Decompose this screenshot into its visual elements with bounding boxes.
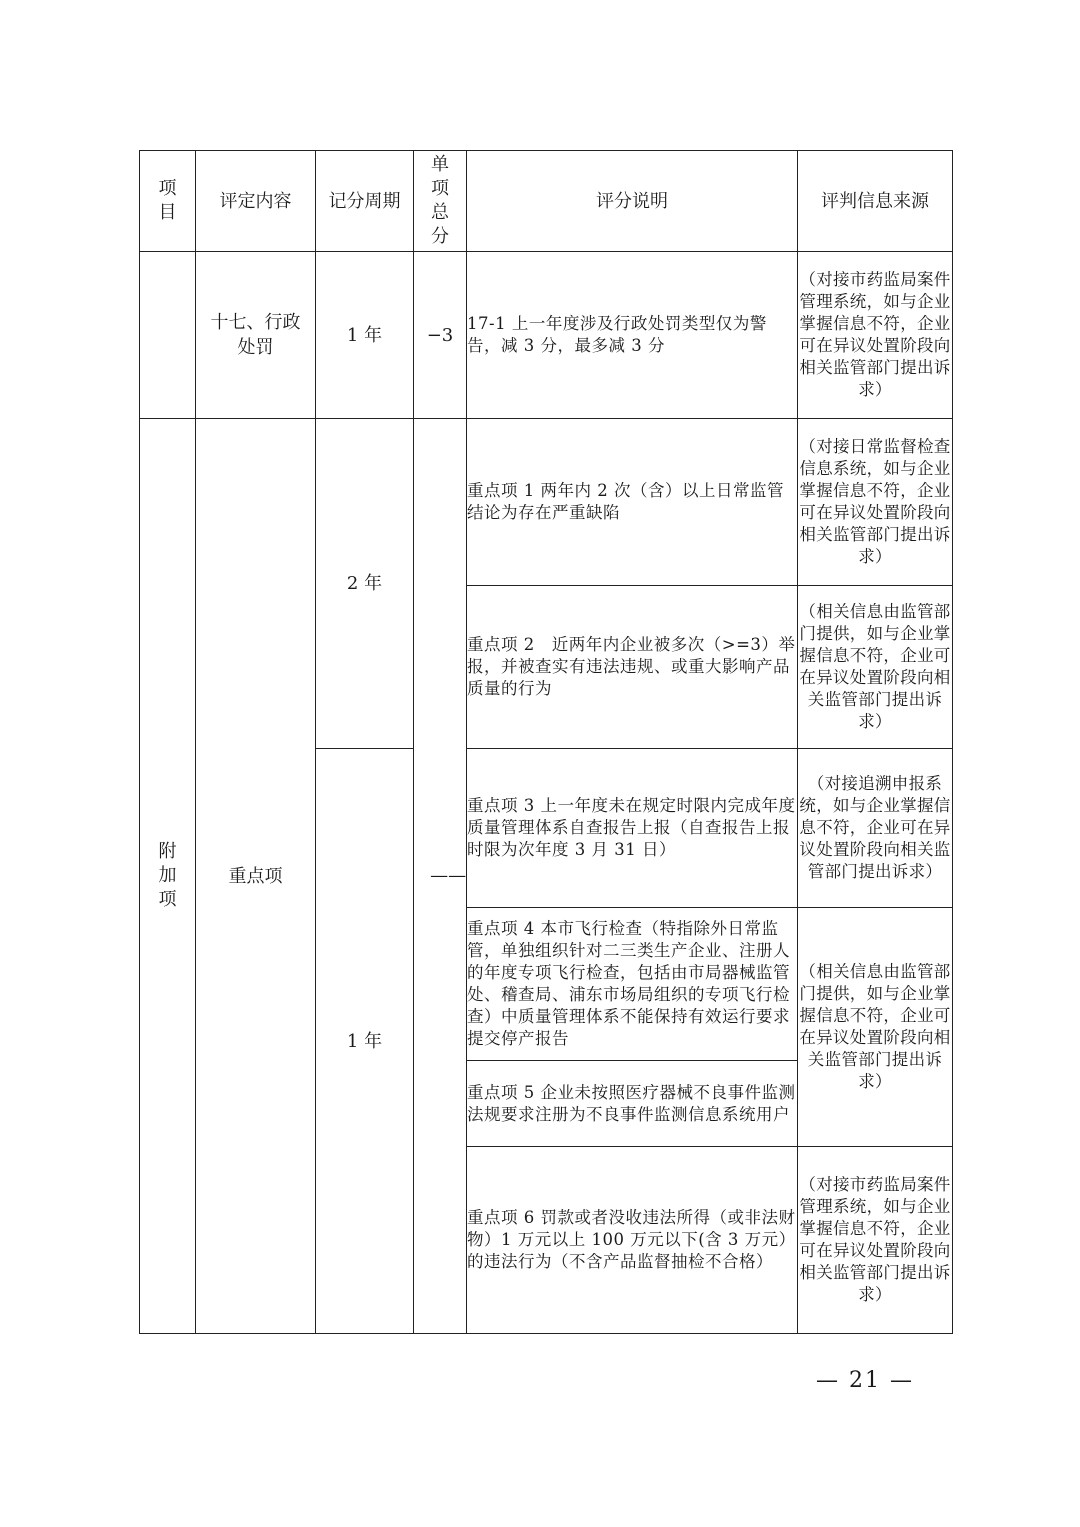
header-category: 项目 bbox=[140, 151, 196, 252]
item6-description: 重点项 6 罚款或者没收违法所得（或非法财物）1 万元以上 100 万元以下(含 3 万元）的违法行为（不含产品监督抽检不合格） bbox=[467, 1147, 798, 1334]
item1-source: （对接日常监督检查信息系统，如与企业掌握信息不符，企业可在异议处置阶段向相关监管部门提出诉求） bbox=[798, 419, 953, 586]
header-source: 评判信息来源 bbox=[798, 151, 953, 252]
extra-period-2y: 2 年 bbox=[316, 419, 414, 749]
item2-source: （相关信息由监管部门提供，如与企业掌握信息不符，企业可在异议处置阶段向相关监管部门提出诉求） bbox=[798, 586, 953, 749]
header-content: 评定内容 bbox=[196, 151, 316, 252]
row17-category bbox=[140, 252, 196, 419]
item4-description: 重点项 4 本市飞行检查（特指除外日常监管，单独组织针对二三类生产企业、注册人的年度专项飞行检查，包括由市局器械监管处、稽查局、浦东市场局组织的专项飞行检查）中质量管理体系不能保持有效运行要求提交停产报告 bbox=[467, 908, 798, 1061]
evaluation-table bbox=[139, 150, 953, 1334]
page-number: — 21 — bbox=[816, 1368, 914, 1393]
item5-description: 重点项 5 企业未按照医疗器械不良事件监测法规要求注册为不良事件监测信息系统用户 bbox=[467, 1061, 798, 1147]
row17-period: 1 年 bbox=[316, 252, 414, 419]
header-period: 记分周期 bbox=[316, 151, 414, 252]
header-row bbox=[140, 151, 953, 252]
row17-source: （对接市药监局案件管理系统，如与企业掌握信息不符，企业可在异议处置阶段向相关监管部门提出诉求） bbox=[798, 252, 953, 419]
item3-description: 重点项 3 上一年度未在规定时限内完成年度质量管理体系自查报告上报（自查报告上报时限为次年度 3 月 31 日） bbox=[467, 749, 798, 908]
table-row bbox=[140, 419, 953, 586]
row17-content: 十七、行政处罚 bbox=[196, 252, 316, 419]
extra-category: 附加项 bbox=[140, 419, 196, 1334]
item1-description: 重点项 1 两年内 2 次（含）以上日常监管结论为存在严重缺陷 bbox=[467, 419, 798, 586]
item3-source: （对接追溯申报系统，如与企业掌握信息不符，企业可在异议处置阶段向相关监管部门提出诉求） bbox=[798, 749, 953, 908]
row17-description: 17-1 上一年度涉及行政处罚类型仅为警告，减 3 分，最多减 3 分 bbox=[467, 252, 798, 419]
item4-5-source: （相关信息由监管部门提供，如与企业掌握信息不符，企业可在异议处置阶段向相关监管部门提出诉求） bbox=[798, 908, 953, 1147]
row17-score: −3 bbox=[414, 252, 467, 419]
table-row bbox=[140, 252, 953, 419]
header-description: 评分说明 bbox=[467, 151, 798, 252]
extra-score: —— bbox=[414, 419, 467, 1334]
extra-content: 重点项 bbox=[196, 419, 316, 1334]
item2-description: 重点项 2 近两年内企业被多次（>=3）举报，并被查实有违法违规、或重大影响产品质量的行为 bbox=[467, 586, 798, 749]
extra-period-1y: 1 年 bbox=[316, 749, 414, 1334]
header-score: 单项总分 bbox=[414, 151, 467, 252]
item6-source: （对接市药监局案件管理系统，如与企业掌握信息不符，企业可在异议处置阶段向相关监管部门提出诉求） bbox=[798, 1147, 953, 1334]
